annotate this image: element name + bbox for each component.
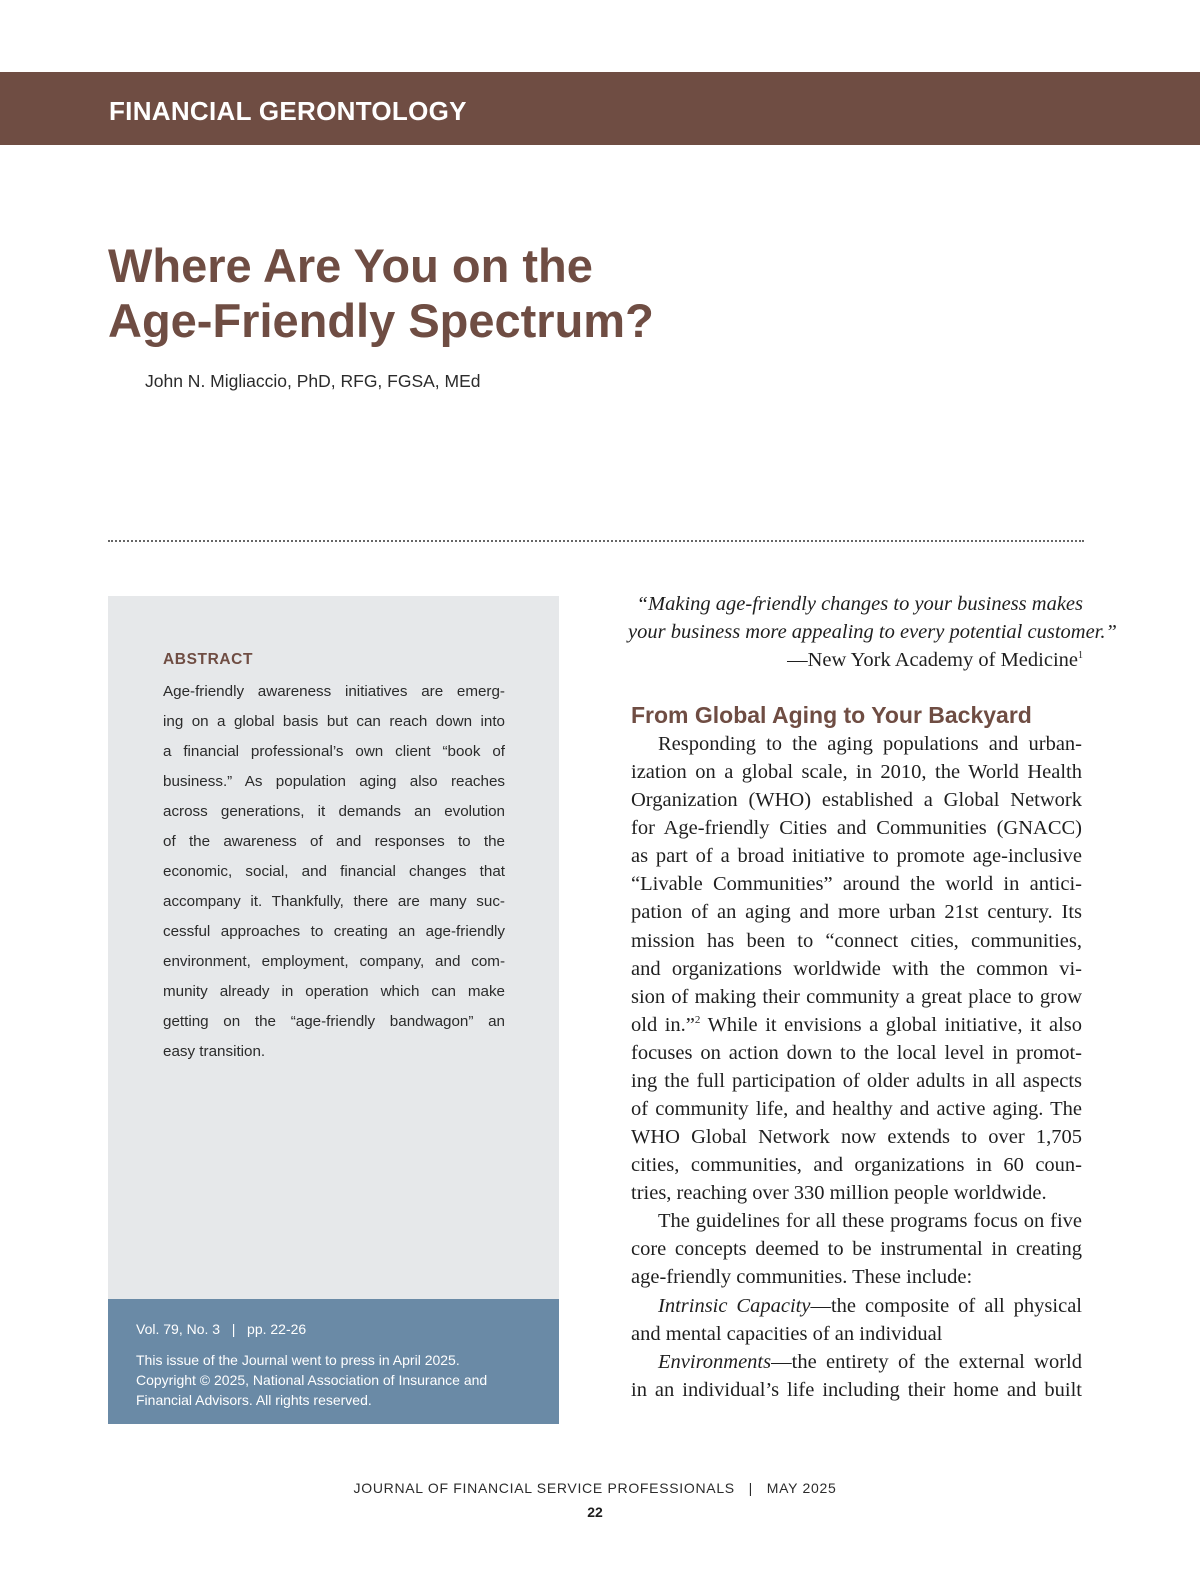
body-line: and organizations worldwide with the common vi-	[631, 957, 1082, 980]
body-line: “Livable Communities” around the world in antici-	[631, 873, 1082, 896]
abstract-line: across generations, it demands an evolution	[163, 803, 505, 820]
press-line: Copyright © 2025, National Association of Insurance and	[136, 1372, 488, 1388]
author-byline: John N. Migliaccio, PhD, RFG, FGSA, MEd	[145, 371, 481, 391]
abstract-heading: ABSTRACT	[163, 651, 254, 668]
section-label: FINANCIAL GERONTOLOGY	[109, 96, 467, 126]
body-line	[631, 1348, 1082, 1376]
abstract-line: munity already in operation which can make	[163, 983, 505, 1000]
body-line: core concepts deemed to be instrumental in creating	[631, 1238, 1082, 1261]
page-number: 22	[587, 1504, 603, 1520]
attribution-text: —New York Academy of Medicine	[787, 649, 1078, 671]
concept-term: Intrinsic Capacity	[658, 1294, 811, 1317]
body-line: as part of a broad initiative to promote age-inclusive	[631, 845, 1082, 868]
body-line: WHO Global Network now extends to over 1,705	[631, 1126, 1082, 1149]
body-line: Organization (WHO) established a Global Network	[631, 789, 1082, 812]
abstract-line: Age-friendly awareness initiatives are emerg-	[163, 683, 505, 700]
press-line: Financial Advisors. All rights reserved.	[136, 1392, 372, 1408]
body-fragment: While it envisions a global initiative, it also	[700, 1013, 1082, 1036]
epigraph-quote-line: your business more appealing to every potential customer.”	[628, 621, 1117, 643]
footer-separator: |	[748, 1480, 753, 1496]
body-line: ization on a global scale, in 2010, the World Health	[631, 761, 1082, 784]
journal-name: JOURNAL OF FINANCIAL SERVICE PROFESSIONALS	[353, 1480, 735, 1496]
footnote-ref: 1	[1078, 650, 1083, 662]
body-line: ing the full participation of older adults in all aspects	[631, 1069, 1082, 1092]
running-footer	[0, 1479, 1190, 1497]
body-text	[631, 730, 1082, 1404]
page-range: pp. 22-26	[247, 1321, 307, 1337]
concept-term: Environments	[658, 1350, 772, 1373]
abstract-line: environment, employment, company, and com-	[163, 953, 505, 970]
body-fragment: —the entirety of the external world	[771, 1350, 1082, 1373]
body-line: mission has been to “connect cities, communities,	[631, 929, 1082, 952]
dotted-divider	[108, 540, 1084, 542]
body-line: The guidelines for all these programs focus on five	[658, 1210, 1082, 1233]
body-line: Responding to the aging populations and urban-	[658, 733, 1082, 755]
body-line: tries, reaching over 330 million people worldwide.	[631, 1182, 1047, 1205]
footnote-ref: 2	[694, 1013, 701, 1026]
body-line: in an individual’s life including their home and built	[631, 1378, 1082, 1401]
abstract-text	[163, 677, 505, 1067]
body-line: cities, communities, and organizations in 60 coun-	[631, 1154, 1082, 1177]
body-line: age-friendly communities. These include:	[631, 1266, 973, 1289]
section-heading: From Global Aging to Your Backyard	[631, 702, 1032, 728]
body-line	[631, 1011, 1082, 1039]
abstract-line: accompany it. Thankfully, there are many suc-	[163, 893, 505, 910]
abstract-line: cessful approaches to creating an age-friendly	[163, 923, 505, 940]
body-line: sion of making their community a great place to grow	[631, 985, 1082, 1008]
title-line: Where Are You on the	[108, 239, 593, 292]
abstract-line: of the awareness of and responses to the	[163, 833, 505, 850]
body-line	[631, 1292, 1082, 1320]
volume-separator: |	[231, 1321, 236, 1337]
volume-line	[136, 1320, 306, 1338]
body-line: of community life, and healthy and active aging. The	[631, 1098, 1082, 1121]
abstract-line: economic, social, and financial changes that	[163, 863, 505, 880]
body-line: pation of an aging and more urban 21st century. Its	[631, 901, 1082, 924]
volume-number: Vol. 79, No. 3	[136, 1321, 221, 1337]
body-fragment: old in.”	[631, 1013, 695, 1036]
abstract-line: getting on the “age-friendly bandwagon” an	[163, 1013, 505, 1030]
body-line: and mental capacities of an individual	[631, 1322, 943, 1345]
body-fragment: —the composite of all physical	[810, 1294, 1082, 1317]
abstract-line: ing on a global basis but can reach down into	[163, 713, 505, 730]
body-line: focuses on action down to the local level in promot-	[631, 1041, 1082, 1064]
epigraph	[628, 590, 1117, 674]
abstract-line: easy transition.	[163, 1043, 266, 1060]
abstract-line: business.” As population aging also reaches	[163, 773, 505, 790]
abstract-line: a financial professional’s own client “book of	[163, 743, 505, 760]
epigraph-attribution	[628, 646, 1083, 674]
article-title	[108, 238, 808, 348]
press-line: This issue of the Journal went to press in April 2025.	[136, 1352, 460, 1368]
title-line: Age-Friendly Spectrum?	[108, 294, 654, 347]
press-note	[136, 1350, 536, 1410]
epigraph-quote-line: “Making age-friendly changes to your business makes	[636, 593, 1083, 615]
issue-date: MAY 2025	[766, 1480, 837, 1496]
body-line: for Age-friendly Cities and Communities (GNACC)	[631, 817, 1082, 840]
